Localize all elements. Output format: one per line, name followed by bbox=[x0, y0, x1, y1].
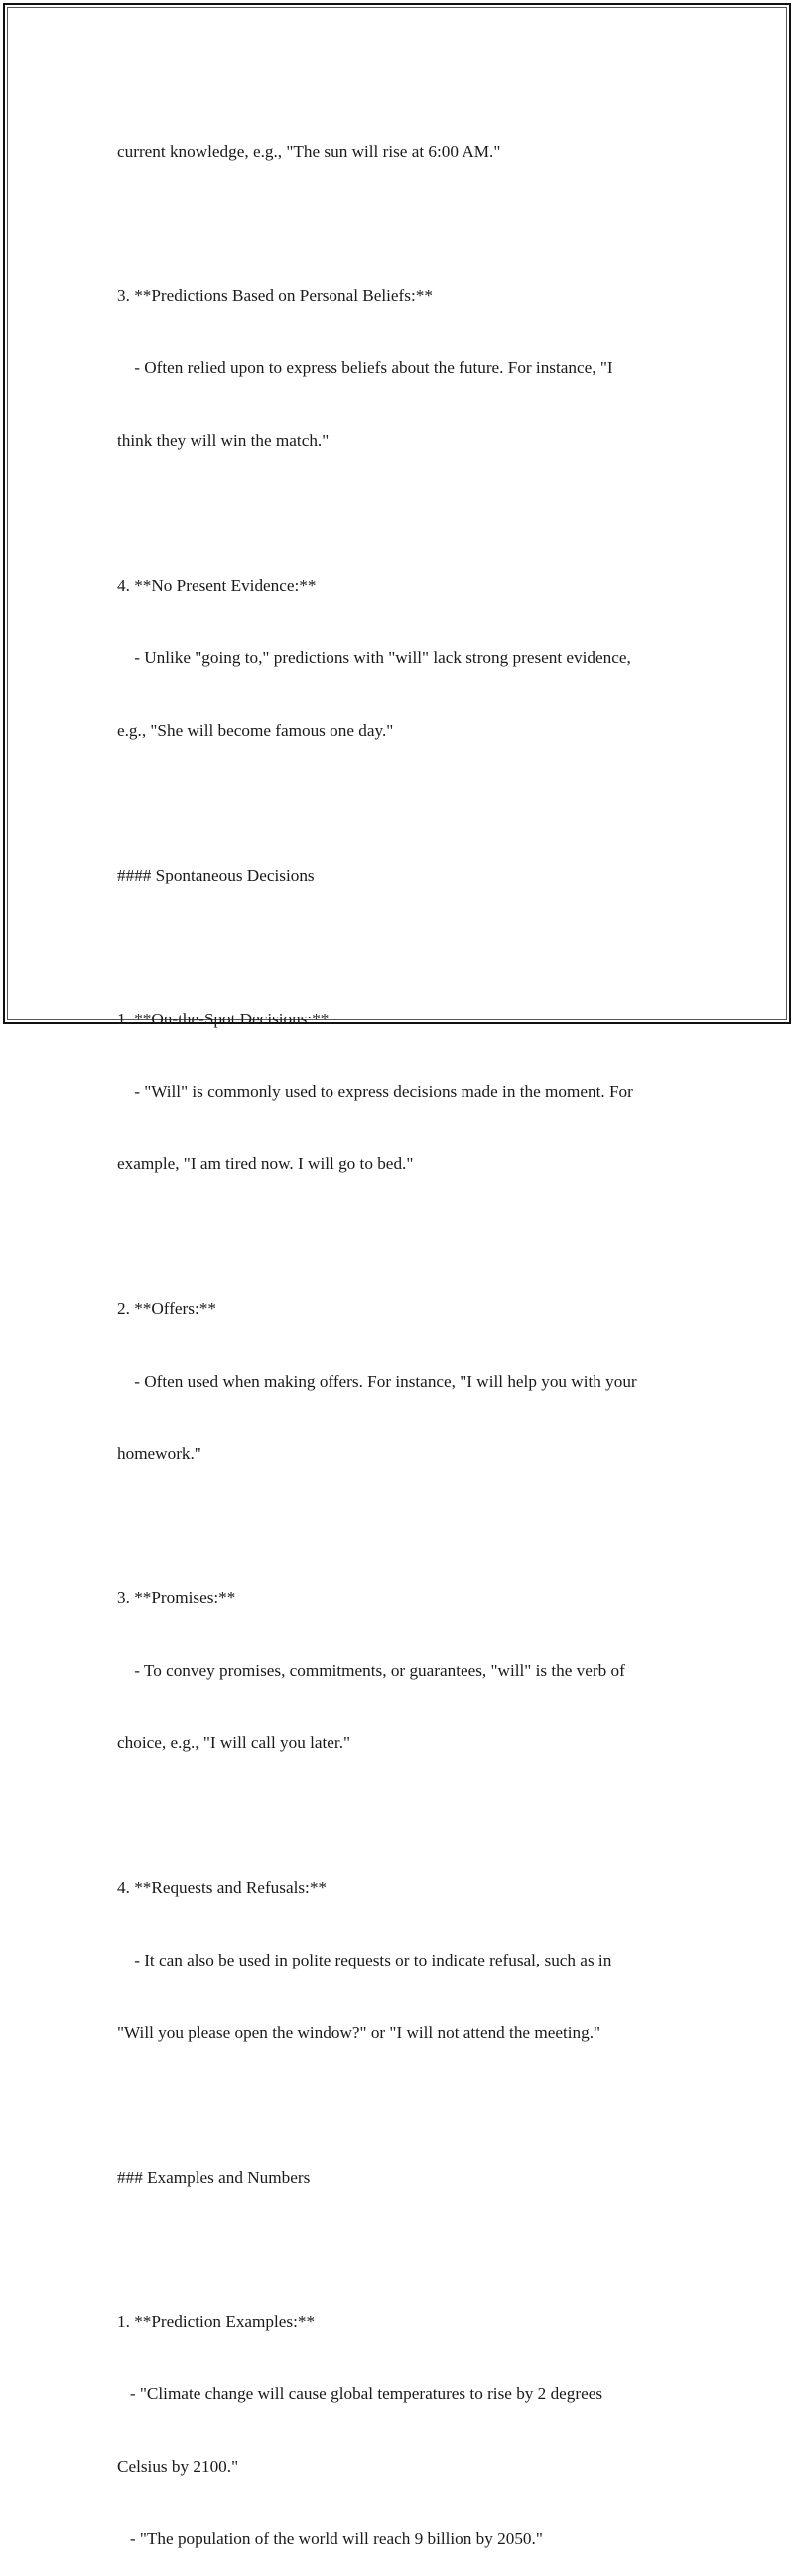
blank-line bbox=[117, 501, 693, 525]
text-line: choice, e.g., "I will call you later." bbox=[117, 1733, 351, 1753]
text-line: - "Will" is commonly used to express decisions made in the moment. For bbox=[117, 1082, 633, 1102]
text-line: - It can also be used in polite requests or to indicate refusal, such as in bbox=[117, 1950, 612, 1969]
blank-line bbox=[117, 935, 693, 959]
section-heading: ### Examples and Numbers bbox=[117, 2167, 311, 2187]
list-item-heading: 4. **No Present Evidence:** bbox=[117, 575, 317, 595]
list-item-heading: 3. **Predictions Based on Personal Beliefs:** bbox=[117, 286, 433, 306]
text-line: - Often relied upon to express beliefs about the future. For instance, "I bbox=[117, 358, 613, 378]
text-line: current knowledge, e.g., "The sun will rise at 6:00 AM." bbox=[117, 141, 501, 161]
text-line: - To convey promises, commitments, or guarantees, "will" is the verb of bbox=[117, 1661, 625, 1681]
list-item-heading: 3. **Promises:** bbox=[117, 1588, 236, 1608]
text-line: Celsius by 2100." bbox=[117, 2457, 239, 2477]
blank-line bbox=[117, 1225, 693, 1249]
section-heading: #### Spontaneous Decisions bbox=[117, 865, 315, 884]
text-line: - Unlike "going to," predictions with "will" lack strong present evidence, bbox=[117, 647, 631, 667]
blank-line bbox=[117, 2094, 693, 2117]
text-line: "Will you please open the window?" or "I will not attend the meeting." bbox=[117, 2022, 601, 2042]
text-line: - "The population of the world will reach 9 billion by 2050." bbox=[117, 2528, 543, 2548]
list-item-heading: 1. **Prediction Examples:** bbox=[117, 2312, 316, 2332]
blank-line bbox=[117, 1804, 693, 1828]
list-item-heading: 4. **Requests and Refusals:** bbox=[117, 1877, 328, 1897]
text-line: example, "I am tired now. I will go to bed." bbox=[117, 1154, 414, 1174]
document-body bbox=[117, 91, 693, 2576]
text-line: - Often used when making offers. For instance, "I will help you with your bbox=[117, 1371, 637, 1391]
blank-line bbox=[117, 211, 693, 235]
text-line: homework." bbox=[117, 1443, 201, 1463]
list-item-heading: 2. **Offers:** bbox=[117, 1298, 216, 1318]
text-line: think they will win the match." bbox=[117, 431, 330, 451]
blank-line bbox=[117, 2237, 693, 2261]
list-item-heading: 1. **On-the-Spot Decisions:** bbox=[117, 1010, 330, 1029]
text-line: e.g., "She will become famous one day." bbox=[117, 720, 394, 740]
blank-line bbox=[117, 1515, 693, 1539]
blank-line bbox=[117, 791, 693, 815]
text-line: - "Climate change will cause global temperatures to rise by 2 degrees bbox=[117, 2384, 603, 2404]
